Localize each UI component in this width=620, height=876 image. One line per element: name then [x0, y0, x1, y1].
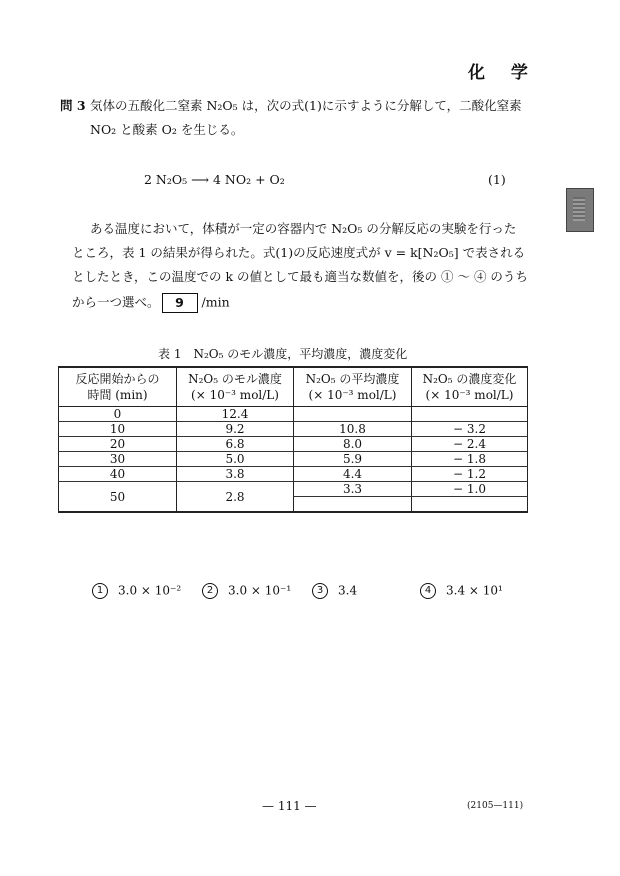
page-number: — 111 —: [262, 799, 317, 813]
option-4-mark: 4: [420, 583, 436, 599]
header-time: 反応開始からの 時間 (min): [59, 367, 177, 407]
cell-average: 5.9: [294, 452, 412, 467]
subject-title: 化 学: [468, 63, 538, 83]
cell-average: 4.4: [294, 467, 412, 482]
cell-average: 3.3: [294, 482, 412, 497]
option-2-mark: 2: [202, 583, 218, 599]
header-change: N₂O₅ の濃度変化 (× 10⁻³ mol/L): [412, 367, 528, 407]
cell-time: 50: [59, 482, 177, 513]
cell-average: 10.8: [294, 422, 412, 437]
body-line-1: ある温度において，体積が一定の容器内で N₂O₅ の分解反応の実験を行った: [90, 221, 517, 236]
cell-concentration: 3.8: [177, 467, 294, 482]
option-4[interactable]: [420, 583, 503, 599]
cell-time: 0: [59, 407, 177, 422]
cell-time: 10: [59, 422, 177, 437]
data-table: [58, 366, 528, 513]
body-line-3: としたとき，この温度での k の値として最も適当な数値を，後の ① ～ ④ のうち: [72, 269, 528, 284]
table-header-row: [59, 367, 528, 407]
answer-unit: /min: [201, 294, 230, 310]
header-concentration: N₂O₅ のモル濃度 (× 10⁻³ mol/L): [177, 367, 294, 407]
option-2[interactable]: [202, 583, 291, 599]
cell-concentration: 6.8: [177, 437, 294, 452]
cell-change: − 1.8: [412, 452, 528, 467]
cell-concentration: 5.0: [177, 452, 294, 467]
cell-time: 20: [59, 437, 177, 452]
cell-average: 8.0: [294, 437, 412, 452]
body-line-2: ところ，表 1 の結果が得られた。式(1)の反応速度式が v = k[N₂O₅] で表される: [72, 245, 526, 260]
cell-change: − 2.4: [412, 437, 528, 452]
cell-change: − 1.0: [412, 482, 528, 497]
body-line-4-text: から一つ選べ。: [72, 294, 160, 310]
equation-number: (1): [488, 172, 506, 187]
table-caption: 表 1 N₂O₅ のモル濃度，平均濃度，濃度変化: [158, 347, 408, 361]
cell-concentration: 2.8: [177, 482, 294, 513]
page-code: (2105—111): [467, 801, 524, 811]
option-3-mark: 3: [312, 583, 328, 599]
question-line-2: NO₂ と酸素 O₂ を生じる。: [90, 122, 244, 137]
option-3-value: 3.4: [338, 583, 358, 598]
answer-box[interactable]: 9: [162, 293, 198, 313]
cell-change: − 1.2: [412, 467, 528, 482]
cell-time: 40: [59, 467, 177, 482]
cell-time: 30: [59, 452, 177, 467]
option-2-value: 3.0 × 10⁻¹: [228, 583, 292, 598]
question-number: 問 3: [60, 98, 86, 113]
option-1-mark: 1: [92, 583, 108, 599]
section-tab-marker: [566, 188, 594, 232]
table-row: [59, 407, 528, 422]
reaction-equation: 2 N₂O₅ ⟶ 4 NO₂ + O₂: [144, 172, 285, 187]
option-3[interactable]: [312, 583, 357, 599]
header-average: N₂O₅ の平均濃度 (× 10⁻³ mol/L): [294, 367, 412, 407]
cell-concentration: 9.2: [177, 422, 294, 437]
option-4-value: 3.4 × 10¹: [446, 583, 503, 598]
option-1-value: 3.0 × 10⁻²: [118, 583, 182, 598]
body-line-4: [72, 293, 230, 313]
cell-change: − 3.2: [412, 422, 528, 437]
option-1[interactable]: [92, 583, 181, 599]
question-line-1: 気体の五酸化二窒素 N₂O₅ は，次の式(1)に示すように分解して，二酸化窒素: [90, 98, 522, 113]
cell-concentration: 12.4: [177, 407, 294, 422]
